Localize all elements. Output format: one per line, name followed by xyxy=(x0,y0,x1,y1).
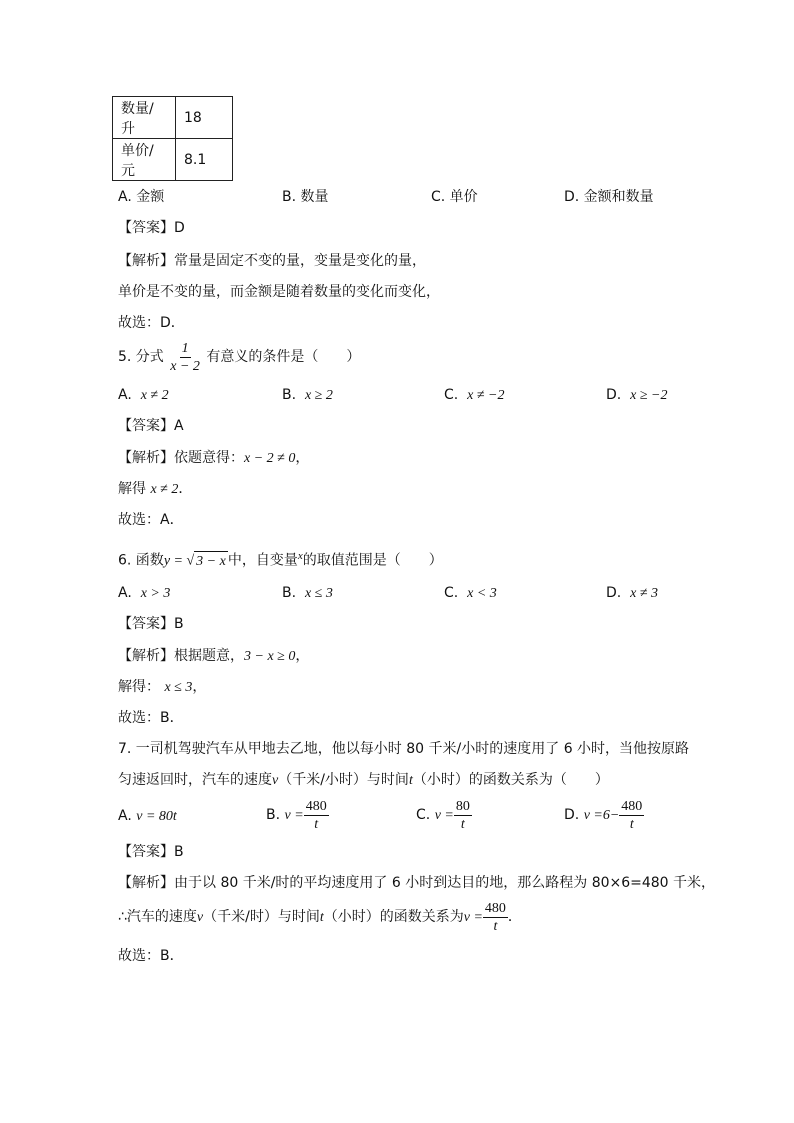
q5-option-b xyxy=(282,385,333,406)
q6-prefix: 6. 函数 xyxy=(118,552,164,569)
q6-suffix: 的取值范围是（ ） xyxy=(302,552,443,569)
q7-line2-a: 匀速返回时，汽车的速度 xyxy=(118,772,272,788)
q7-line2 xyxy=(118,770,609,791)
q4-option-a: A. 金额 xyxy=(118,189,165,205)
option-math: x ≤ 3 xyxy=(304,586,333,601)
option-label: D. xyxy=(606,387,622,403)
q7-line2-v: v xyxy=(272,773,279,788)
option-math: x ≥ 2 xyxy=(304,388,333,403)
option-math: x > 3 xyxy=(140,586,171,601)
q7-option-b xyxy=(266,796,329,835)
option-label: D. xyxy=(606,585,622,601)
analysis-end: ， xyxy=(295,450,310,466)
q7-line2-b: （千米/小时）与时间 xyxy=(278,772,409,788)
q4-option-b: B. 数量 xyxy=(282,189,329,205)
q4-analysis-line1: 【解析】常量是固定不变的量，变量是变化的量， xyxy=(118,253,426,269)
analysis-c: （小时）的函数关系为 xyxy=(323,909,464,925)
table-value-cell: 18 xyxy=(176,97,233,139)
table-header-cell: 单价/元 xyxy=(113,139,176,181)
frac-den: t xyxy=(460,816,465,832)
q6-solve xyxy=(118,677,206,698)
q7-line1: 7. 一司机驾驶汽车从甲地去乙地，他以每小时 80 千米/小时的速度用了 6 小时，当他按原路 xyxy=(118,741,690,757)
q7-option-a xyxy=(118,806,177,827)
table-value-cell: 8.1 xyxy=(176,139,233,181)
option-math: x ≥ −2 xyxy=(630,388,668,403)
q6-answer: 【答案】B xyxy=(118,616,184,632)
q7-analysis-line2 xyxy=(118,898,522,937)
q6-option-c xyxy=(444,583,497,604)
q6-question xyxy=(118,546,443,572)
frac-num: 480 xyxy=(621,798,643,814)
data-table xyxy=(112,96,233,181)
q5-question xyxy=(118,338,360,376)
frac-den: t xyxy=(314,816,319,832)
option-math: x ≠ 3 xyxy=(630,586,659,601)
q4-analysis-line2: 单价是不变的量，而金额是随着数量的变化而变化， xyxy=(118,284,440,300)
q6-var: x xyxy=(297,550,303,562)
q7-option-c xyxy=(416,796,472,835)
q6-option-d xyxy=(606,583,658,604)
analysis-math: 3 − x ≥ 0 xyxy=(244,649,296,664)
option-label: A. xyxy=(118,585,132,601)
frac-num: 80 xyxy=(455,798,470,814)
q5-frac-den: x − 2 xyxy=(170,358,200,374)
solve-label: 解得： xyxy=(118,679,160,695)
option-fraction xyxy=(454,798,472,833)
analysis-t: t xyxy=(319,910,324,925)
table-row xyxy=(113,139,233,181)
q7-answer: 【答案】B xyxy=(118,844,184,860)
frac-den: t xyxy=(493,918,498,934)
option-lhs: v = xyxy=(434,808,454,823)
option-label: A. xyxy=(118,808,132,824)
solve-label: 解得 xyxy=(118,481,146,497)
q6-conclusion: 故选：B． xyxy=(118,710,184,726)
option-math: x ≠ 2 xyxy=(140,388,169,403)
sqrt-icon: √ xyxy=(186,553,195,569)
option-label: A. xyxy=(118,387,132,403)
solve-math: x ≤ 3 xyxy=(164,680,193,695)
q5-option-d xyxy=(606,385,668,406)
q7-line2-t: t xyxy=(408,773,413,788)
frac-num: 480 xyxy=(305,798,327,814)
analysis-fraction xyxy=(483,900,508,935)
option-label: D. xyxy=(564,807,580,823)
table-row xyxy=(113,97,233,139)
q7-conclusion: 故选：B． xyxy=(118,948,184,964)
q6-analysis xyxy=(118,646,309,667)
q6-func-lhs: y = xyxy=(163,553,187,569)
q6-option-a xyxy=(118,583,170,604)
q4-option-c: C. 单价 xyxy=(431,189,478,205)
option-label: C. xyxy=(444,585,459,601)
q5-prefix: 5. 分式 xyxy=(118,349,164,365)
solve-end: ， xyxy=(192,679,207,695)
analysis-lhs: v = xyxy=(463,910,483,925)
frac-den: t xyxy=(629,816,634,832)
option-label: B. xyxy=(282,387,297,403)
q5-option-a xyxy=(118,385,169,406)
q5-option-c xyxy=(444,385,505,406)
q5-solve xyxy=(118,479,192,500)
q5-suffix: 有意义的条件是（ ） xyxy=(206,349,361,365)
option-fraction xyxy=(304,798,329,833)
analysis-a: ∴汽车的速度 xyxy=(118,909,197,925)
q4-option-d: D. 金额和数量 xyxy=(564,189,654,205)
solve-end: ． xyxy=(178,481,193,497)
option-label: B. xyxy=(282,585,297,601)
analysis-math: x − 2 ≠ 0 xyxy=(244,451,296,466)
q6-option-b xyxy=(282,583,333,604)
option-math: v = 80t xyxy=(136,809,177,824)
q5-answer: 【答案】A xyxy=(118,418,184,434)
q5-conclusion: 故选：A． xyxy=(118,512,184,528)
option-math: x < 3 xyxy=(467,586,497,601)
option-label: C. xyxy=(416,807,431,823)
option-lhs: v =6− xyxy=(583,808,620,823)
q6-radicand: 3 − x xyxy=(194,551,228,572)
frac-num: 480 xyxy=(484,900,506,916)
analysis-label: 【解析】依题意得： xyxy=(118,450,244,466)
analysis-label: 【解析】根据题意， xyxy=(118,648,244,664)
q7-option-d xyxy=(564,796,644,835)
analysis-end: ． xyxy=(507,909,522,925)
analysis-end: ， xyxy=(295,648,310,664)
q5-frac-num: 1 xyxy=(181,340,189,356)
option-math: x ≠ −2 xyxy=(467,388,505,403)
q4-answer: 【答案】D xyxy=(118,220,185,236)
q7-analysis-line1: 【解析】由于以 80 千米/时的平均速度用了 6 小时到达目的地，那么路程为 80×6=480 千米， xyxy=(118,875,716,891)
q7-line2-c: （小时）的函数关系为（ ） xyxy=(412,772,609,788)
q6-mid: 中，自变量 xyxy=(227,552,298,569)
option-fraction xyxy=(619,798,644,833)
analysis-v: v xyxy=(196,910,204,925)
solve-math: x ≠ 2 xyxy=(150,482,179,497)
q5-analysis xyxy=(118,448,309,469)
option-label: C. xyxy=(444,387,459,403)
analysis-b: （千米/时）与时间 xyxy=(203,909,320,925)
q5-fraction xyxy=(168,340,202,375)
q4-conclusion: 故选：D． xyxy=(118,315,185,331)
option-label: B. xyxy=(266,807,281,823)
option-lhs: v = xyxy=(284,808,304,823)
table-header-cell: 数量/升 xyxy=(113,97,176,139)
